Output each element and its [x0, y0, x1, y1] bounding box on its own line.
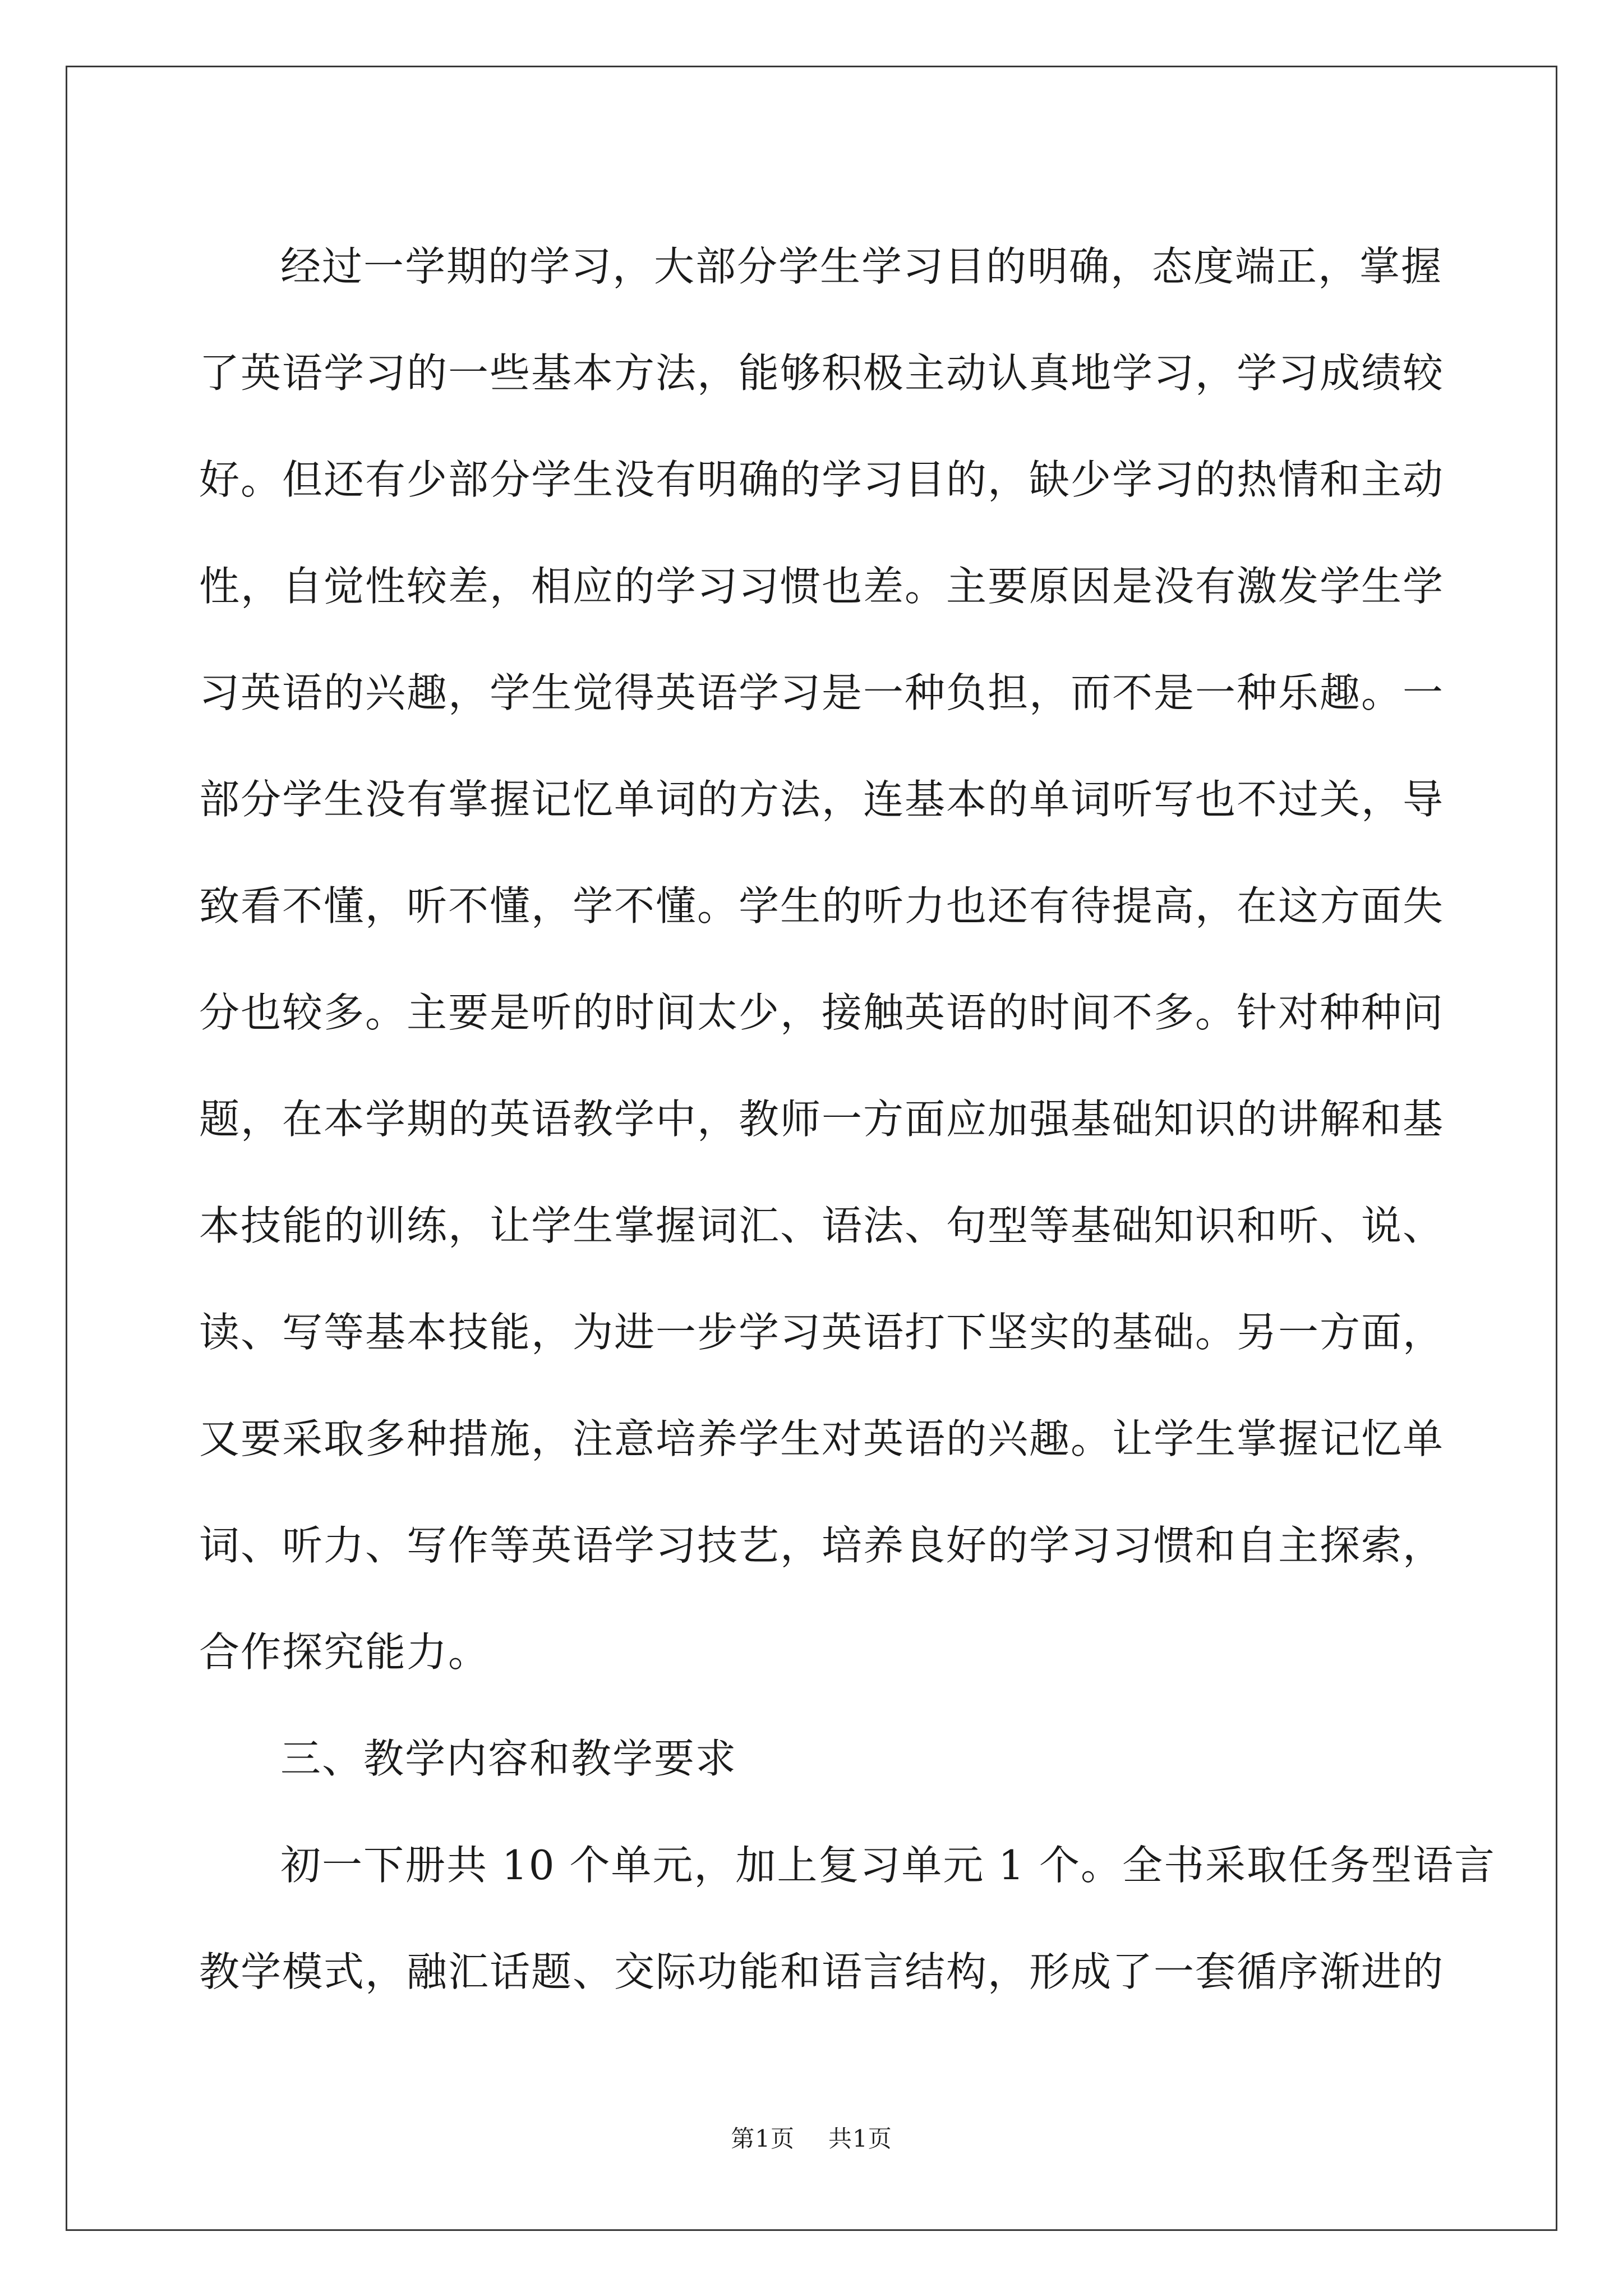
paragraph-line: 题，在本学期的英语教学中，教师一方面应加强基础知识的讲解和基: [199, 1096, 1445, 1143]
section-heading: 三、教学内容和教学要求: [280, 1735, 737, 1782]
paragraph-line: 教学模式，融汇话题、交际功能和语言结构，形成了一套循序渐进的: [199, 1948, 1445, 1995]
paragraph-line: 又要采取多种措施，注意培养学生对英语的兴趣。让学生掌握记忆单: [199, 1415, 1445, 1462]
paragraph-line: 致看不懂，听不懂，学不懂。学生的听力也还有待提高，在这方面失: [199, 882, 1445, 930]
paragraph-line: 好。但还有少部分学生没有明确的学习目的，缺少学习的热情和主动: [199, 456, 1445, 503]
page-number-current: 第1页: [731, 2125, 795, 2152]
paragraph-line: 分也较多。主要是听的时间太少，接触英语的时间不多。针对种种问: [199, 989, 1445, 1036]
paragraph-line: 习英语的兴趣，学生觉得英语学习是一种负担，而不是一种乐趣。一: [199, 669, 1445, 716]
paragraph-line: 经过一学期的学习，大部分学生学习目的明确，态度端正，掌握: [280, 243, 1443, 290]
paragraph-line: 初一下册共 10 个单元，加上复习单元 1 个。全书采取任务型语言: [280, 1842, 1496, 1889]
paragraph-line: 合作探究能力。: [199, 1628, 490, 1676]
document-body: [199, 213, 1496, 2025]
page-footer: [0, 2120, 1623, 2154]
paragraph-line: 本技能的训练，让学生掌握词汇、语法、句型等基础知识和听、说、: [199, 1202, 1445, 1249]
paragraph-line: 词、听力、写作等英语学习技艺，培养良好的学习习惯和自主探索，: [199, 1522, 1445, 1569]
paragraph-line: 读、写等基本技能，为进一步学习英语打下坚实的基础。另一方面，: [199, 1309, 1445, 1356]
paragraph-line: 性，自觉性较差，相应的学习习惯也差。主要原因是没有激发学生学: [199, 563, 1445, 610]
paragraph-line: 部分学生没有掌握记忆单词的方法，连基本的单词听写也不过关，导: [199, 776, 1445, 823]
page-number-total: 共1页: [828, 2125, 892, 2152]
paragraph-line: 了英语学习的一些基本方法，能够积极主动认真地学习，学习成绩较: [199, 349, 1445, 397]
